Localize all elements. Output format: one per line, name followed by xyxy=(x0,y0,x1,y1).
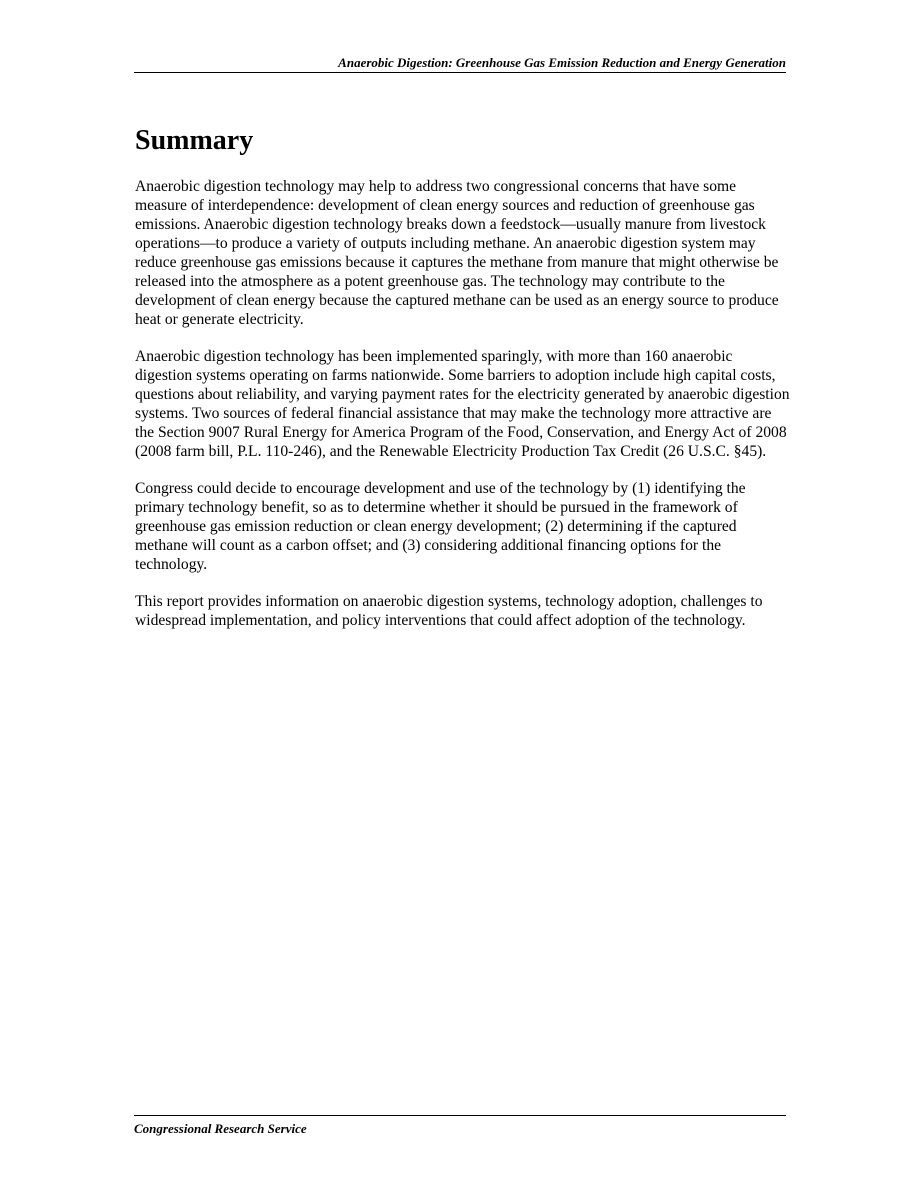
summary-body xyxy=(135,177,790,648)
summary-paragraph: This report provides information on anaerobic digestion systems, technology adoption, challenges to widespread implementation, and policy interventions that could affect adoption of the technology. xyxy=(135,593,763,629)
running-header: Anaerobic Digestion: Greenhouse Gas Emission Reduction and Energy Generation xyxy=(134,55,786,73)
summary-paragraph: Congress could decide to encourage development and use of the technology by (1) identifying the primary technology benefit, so as to determine whether it should be pursued in the framework of greenhouse gas emission reduction or clean energy development; (2) determining if the captured methane will count as a carbon offset; and (3) considering additional financing options for the technology. xyxy=(135,480,746,573)
summary-paragraph: Anaerobic digestion technology has been implemented sparingly, with more than 160 anaerobic digestion systems operating on farms nationwide. Some barriers to adoption include high capital costs, questions about reliability, and varying payment rates for the electricity generated by anaerobic digestion systems. Two sources of federal financial assistance that may make the technology more attractive are the Section 9007 Rural Energy for America Program of the Food, Conservation, and Energy Act of 2008 (2008 farm bill, P.L. 110-246), and the Renewable Electricity Production Tax Credit (26 U.S.C. §45). xyxy=(135,348,790,460)
running-footer: Congressional Research Service xyxy=(134,1115,786,1137)
section-title: Summary xyxy=(135,125,254,156)
summary-paragraph: Anaerobic digestion technology may help to address two congressional concerns that have some measure of interdependence: development of clean energy sources and reduction of greenhouse gas emissions. Anaerobic digestion technology breaks down a feedstock—usually manure from livestock operations—to produce a variety of outputs including methane. An anaerobic digestion system may reduce greenhouse gas emissions because it captures the methane from manure that might otherwise be released into the atmosphere as a potent greenhouse gas. The technology may contribute to the development of clean energy because the captured methane can be used as an energy source to produce heat or generate electricity. xyxy=(135,178,779,328)
